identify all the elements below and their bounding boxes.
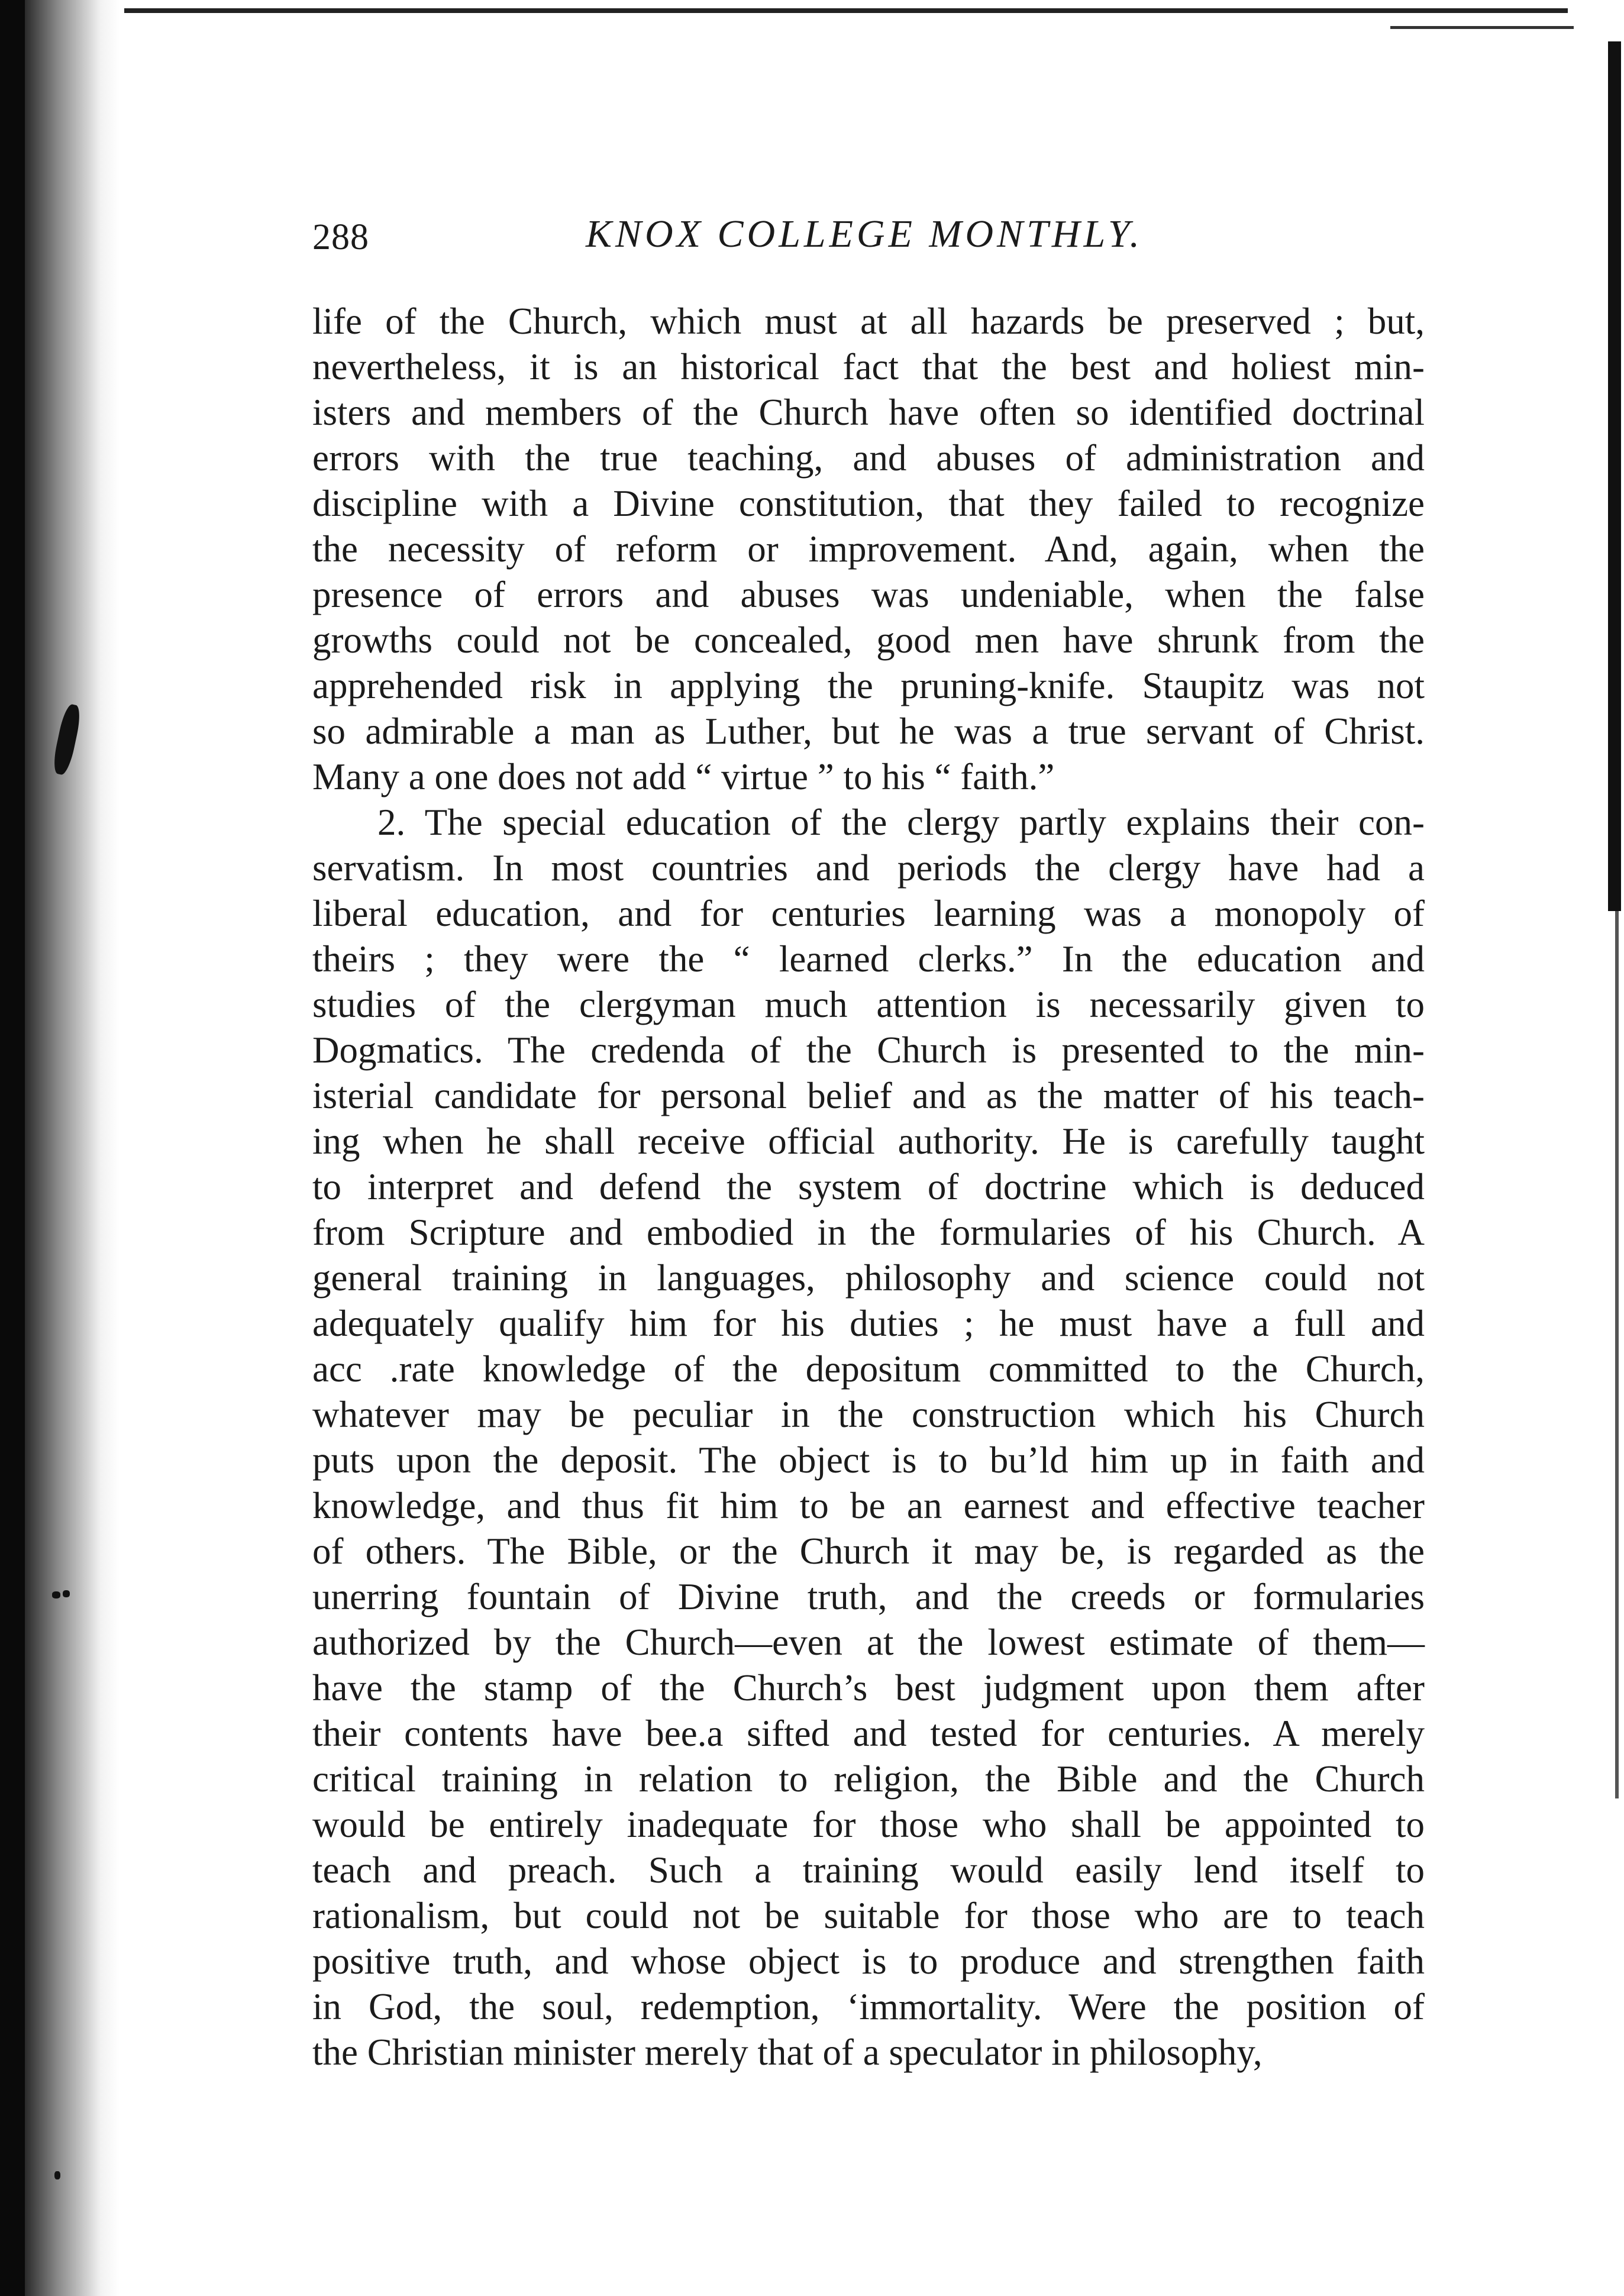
text-line: in God, the soul, redemption, ‘immortality. Were the position of <box>312 1986 1425 2027</box>
text-line: their contents have bee.a sifted and tested for centuries. A merely <box>312 1713 1425 1754</box>
text-line: theirs ; they were the “ learned clerks.” In the education and <box>312 938 1425 980</box>
text-line: adequately qualify him for his duties ; he must have a full and <box>312 1303 1425 1344</box>
text-line: servatism. In most countries and periods the clergy have had a <box>312 847 1425 889</box>
scan-top-border <box>124 8 1568 13</box>
text-line: isters and members of the Church have often so identified doctrinal <box>312 392 1425 433</box>
text-line: apprehended risk in applying the pruning-knife. Staupitz was not <box>312 665 1425 706</box>
text-line: whatever may be peculiar in the construction which his Church <box>312 1394 1425 1435</box>
text-line: presence of errors and abuses was undeniable, when the false <box>312 574 1425 615</box>
text-line: growths could not be concealed, good men have shrunk from the <box>312 619 1425 661</box>
text-line: nevertheless, it is an historical fact that the best and holiest min- <box>312 346 1425 387</box>
gutter-ink-dot <box>52 1591 60 1599</box>
text-line: studies of the clergyman much attention is necessarily given to <box>312 984 1425 1025</box>
text-line: critical training in relation to religion, the Bible and the Church <box>312 1758 1425 1800</box>
text-line: teach and preach. Such a training would easily lend itself to <box>312 1849 1425 1891</box>
page-number: 288 <box>312 217 369 257</box>
text-line: rationalism, but could not be suitable for those who are to teach <box>312 1895 1425 1936</box>
scan-top-border-fragment <box>1390 26 1574 29</box>
text-line: liberal education, and for centuries learning was a monopoly of <box>312 893 1425 934</box>
text-line: isterial candidate for personal belief and as the matter of his teach- <box>312 1075 1425 1116</box>
binding-spine-shadow <box>0 0 25 2296</box>
text-line: 2. The special education of the clergy partly explains their con- <box>377 802 1425 843</box>
text-line: ing when he shall receive official authority. He is carefully taught <box>312 1120 1425 1162</box>
text-line: Dogmatics. The credenda of the Church is presented to the min- <box>312 1029 1425 1071</box>
scan-right-edge-thin <box>1615 911 1619 1798</box>
text-line: unerring fountain of Divine truth, and the creeds or formularies <box>312 1576 1425 1617</box>
text-line: so admirable a man as Luther, but he was a true servant of Christ. <box>312 711 1425 752</box>
gutter-ink-dot <box>54 2171 60 2179</box>
text-line: to interpret and defend the system of doctrine which is deduced <box>312 1166 1425 1207</box>
scan-right-edge <box>1608 41 1621 911</box>
text-line: life of the Church, which must at all hazards be preserved ; but, <box>312 301 1425 342</box>
text-line: Many a one does not add “ virtue ” to his “ faith.” <box>312 756 1055 797</box>
text-line: authorized by the Church—even at the lowest estimate of them— <box>312 1622 1425 1663</box>
text-line: would be entirely inadequate for those who shall be appointed to <box>312 1804 1425 1845</box>
text-line: errors with the true teaching, and abuses of administration and <box>312 437 1425 479</box>
text-line: positive truth, and whose object is to produce and strengthen faith <box>312 1940 1425 1982</box>
text-line: have the stamp of the Church’s best judgment upon them after <box>312 1667 1425 1709</box>
text-line: discipline with a Divine constitution, that they failed to recognize <box>312 483 1425 524</box>
text-line: general training in languages, philosophy and science could not <box>312 1257 1425 1299</box>
text-line: the Christian minister merely that of a speculator in philosophy, <box>312 2032 1263 2073</box>
gutter-ink-dot <box>63 1590 70 1597</box>
text-line: of others. The Bible, or the Church it may be, is regarded as the <box>312 1530 1425 1572</box>
binding-gutter-gradient <box>25 0 120 2296</box>
page-header <box>312 212 1425 265</box>
running-title: KNOX COLLEGE MONTHLY. <box>586 212 1143 256</box>
text-line: puts upon the deposit. The object is to bu’ld him up in faith and <box>312 1439 1425 1481</box>
text-line: the necessity of reform or improvement. And, again, when the <box>312 528 1425 570</box>
text-line: acc .rate knowledge of the depositum committed to the Church, <box>312 1348 1425 1390</box>
text-line: knowledge, and thus fit him to be an earnest and effective teacher <box>312 1485 1425 1526</box>
body-text-column <box>312 299 1425 2075</box>
text-line: from Scripture and embodied in the formularies of his Church. A <box>312 1212 1425 1253</box>
